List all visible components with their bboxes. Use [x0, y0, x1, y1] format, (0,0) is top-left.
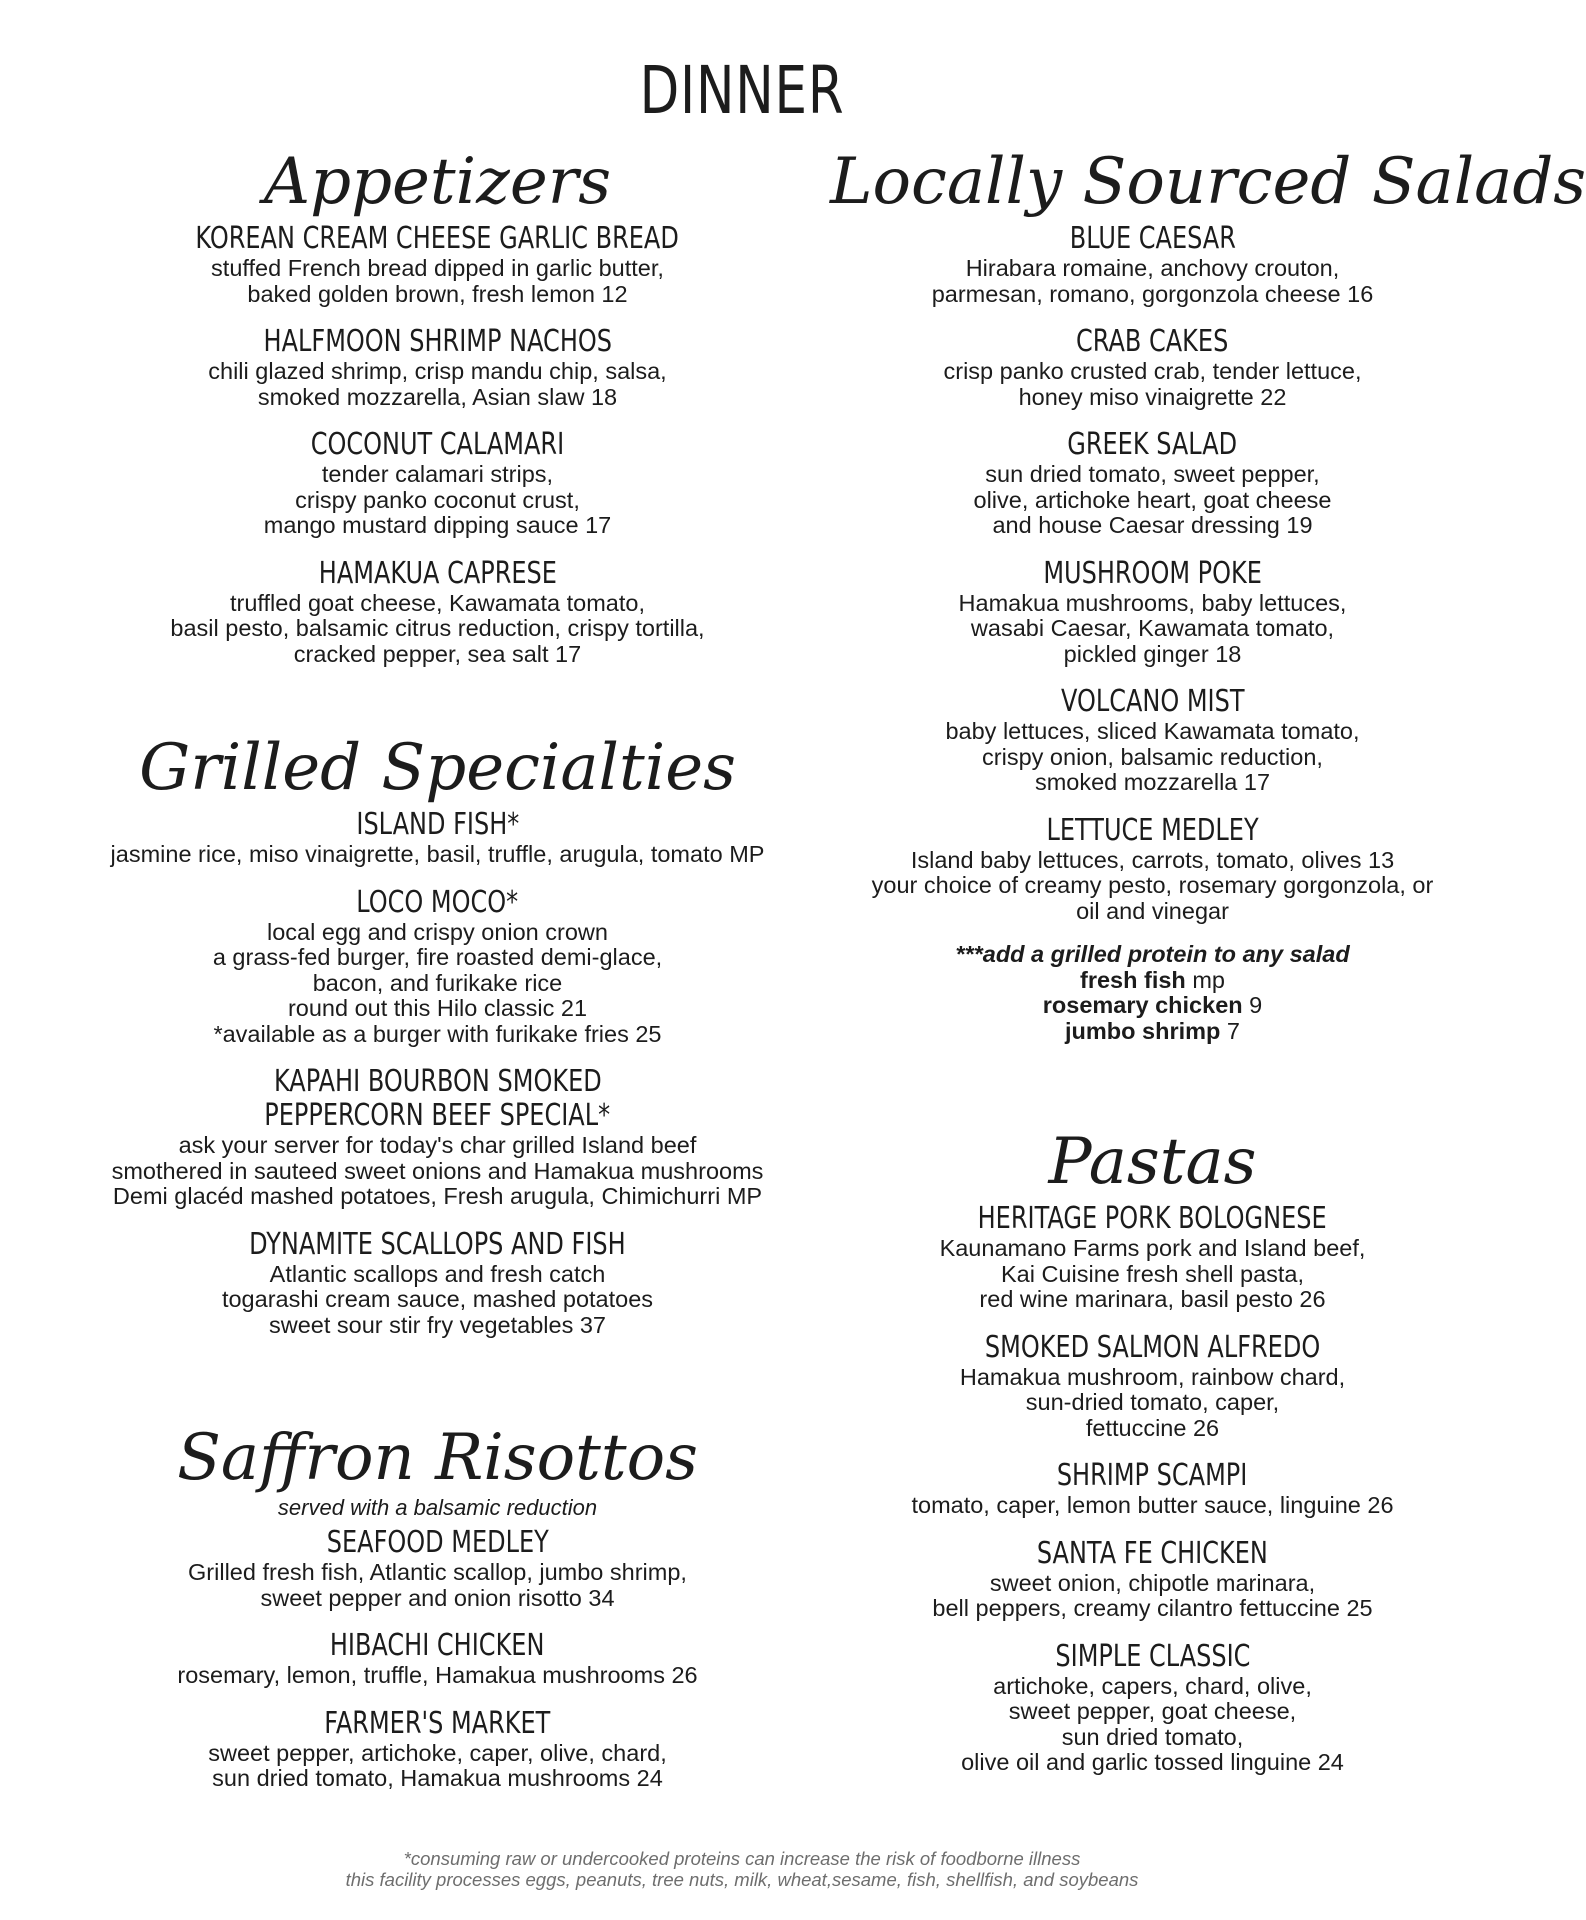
addon-name: jumbo shrimp	[1065, 1017, 1221, 1044]
grilled-specialties-section	[20, 728, 855, 1356]
addon-name: fresh fish	[1080, 966, 1186, 993]
menu-item	[830, 1202, 1475, 1313]
item-name: KAPAHI BOURBON SMOKED	[273, 1064, 602, 1099]
item-description: truffled goat cheese, Kawamata tomato, basil pesto, balsamic citrus reduction, crispy tortilla, cracked pepper, sea salt 17	[170, 589, 705, 667]
item-name: SEAFOOD MEDLEY	[326, 1525, 549, 1560]
item-name: CRAB CAKES	[1076, 324, 1229, 359]
addon-price: mp	[1185, 966, 1225, 993]
section-title-saffron-risottos: Saffron Risottos	[177, 1421, 698, 1495]
item-description: local egg and crispy onion crown a grass-fed burger, fire roasted demi-glace, bacon, and furikake rice round out this Hilo classic 21 *available as a burger with furikake fries 25	[212, 918, 663, 1047]
item-description: Hamakua mushroom, rainbow chard, sun-dried tomato, caper, fettuccine 26	[959, 1363, 1346, 1441]
item-description: Hamakua mushrooms, baby lettuces, wasabi Caesar, Kawamata tomato, pickled ginger 18	[958, 589, 1347, 667]
item-name: HIBACHI CHICKEN	[330, 1628, 545, 1663]
item-description: sweet onion, chipotle marinara, bell peppers, creamy cilantro fettuccine 25	[932, 1569, 1373, 1621]
addon-row	[830, 968, 1475, 994]
menu-item	[20, 886, 855, 1048]
item-description: sweet pepper, artichoke, caper, olive, chard, sun dried tomato, Hamakua mushrooms 24	[208, 1739, 667, 1791]
menu-item	[830, 325, 1475, 410]
allergen-footer	[0, 1848, 1484, 1890]
menu-item	[830, 1459, 1475, 1519]
item-name: ISLAND FISH*	[356, 807, 519, 842]
item-description: artichoke, capers, chard, olive, sweet pepper, goat cheese, sun dried tomato, olive oil and garlic tossed linguine 24	[961, 1672, 1344, 1775]
addon-row	[830, 993, 1475, 1019]
menu-item	[830, 1537, 1475, 1622]
item-name: HERITAGE PORK BOLOGNESE	[977, 1201, 1327, 1236]
menu-item	[20, 222, 855, 307]
item-name: DYNAMITE SCALLOPS AND FISH	[249, 1226, 626, 1262]
section-title-pastas: Pastas	[1048, 1125, 1257, 1199]
addon-row	[830, 1019, 1475, 1045]
item-name: SANTA FE CHICKEN	[1037, 1535, 1268, 1571]
addon-name: rosemary chicken	[1042, 992, 1243, 1018]
item-description: rosemary, lemon, truffle, Hamakua mushrooms 26	[177, 1662, 698, 1688]
menu-item	[830, 685, 1475, 796]
item-name: MUSHROOM POKE	[1043, 555, 1262, 591]
item-description: stuffed French bread dipped in garlic butter, baked golden brown, fresh lemon 12	[211, 255, 664, 307]
item-description: chili glazed shrimp, crisp mandu chip, salsa, smoked mozzarella, Asian slaw 18	[208, 358, 667, 410]
menu-item	[20, 1228, 855, 1339]
item-description: Kaunamano Farms pork and Island beef, Kai Cuisine fresh shell pasta, red wine marinara, basil pesto 26	[939, 1235, 1366, 1312]
menu-item	[20, 1707, 855, 1792]
item-description: tender calamari strips, crispy panko coconut crust, mango mustard dipping sauce 17	[263, 461, 612, 538]
addon-price: 9	[1242, 992, 1263, 1018]
item-description: Atlantic scallops and fresh catch togarashi cream sauce, mashed potatoes sweet sour stir fry vegetables 37	[221, 1260, 654, 1338]
section-title-salads: Locally Sourced Salads	[830, 145, 1586, 219]
item-name: SIMPLE CLASSIC	[1054, 1638, 1251, 1674]
appetizers-section	[20, 142, 855, 685]
item-name: VOLCANO MIST	[1060, 684, 1245, 719]
section-title-grilled-specialties: Grilled Specialties	[139, 731, 736, 805]
item-description: Island baby lettuces, carrots, tomato, olives 13 your choice of creamy pesto, rosemary gorgonzola, or oil and vinegar	[871, 846, 1434, 924]
item-name: LETTUCE MEDLEY	[1046, 812, 1259, 848]
menu-item	[20, 428, 855, 539]
item-description: Hirabara romaine, anchovy crouton, parmesan, romano, gorgonzola cheese 16	[931, 255, 1374, 307]
item-description: crisp panko crusted crab, tender lettuce, honey miso vinaigrette 22	[943, 358, 1362, 410]
menu-item	[20, 1629, 855, 1689]
item-name: BLUE CAESAR	[1069, 221, 1236, 256]
menu-item	[20, 1526, 855, 1611]
item-description: jasmine rice, miso vinaigrette, basil, truffle, arugula, tomato MP	[110, 841, 765, 867]
item-description: baby lettuces, sliced Kawamata tomato, crispy onion, balsamic reduction, smoked mozzarella 17	[945, 718, 1360, 795]
footer-line: *consuming raw or undercooked proteins can increase the risk of foodborne illness	[403, 1848, 1081, 1869]
item-description: sun dried tomato, sweet pepper, olive, artichoke heart, goat cheese and house Caesar dressing 19	[973, 461, 1332, 538]
item-name-line-2: PEPPERCORN BEEF SPECIAL*	[264, 1098, 611, 1133]
menu-item	[20, 808, 855, 868]
footer-line: this facility processes eggs, peanuts, tree nuts, milk, wheat,sesame, fish, shellfish, and soybeans	[345, 1869, 1139, 1890]
addon-price: 7	[1220, 1017, 1240, 1044]
protein-addon	[830, 942, 1475, 1044]
item-name: FARMER'S MARKET	[324, 1705, 551, 1741]
pastas-section	[830, 1122, 1475, 1794]
section-note: served with a balsamic reduction	[277, 1495, 598, 1520]
item-description: ask your server for today's char grilled Island beef smothered in sauteed sweet onions and Hamakua mushrooms Demi glacéd mashed potatoes, Fresh arugula, Chimichurri MP	[111, 1132, 764, 1209]
item-description: Grilled fresh fish, Atlantic scallop, jumbo shrimp, sweet pepper and onion risotto 34	[188, 1559, 687, 1611]
item-name: SHRIMP SCAMPI	[1057, 1458, 1248, 1493]
section-title-appetizers: Appetizers	[263, 145, 612, 219]
menu-item	[830, 814, 1475, 925]
saffron-risottos-section	[20, 1418, 855, 1810]
item-name: KOREAN CREAM CHEESE GARLIC BREAD	[195, 221, 680, 256]
item-description: tomato, caper, lemon butter sauce, linguine 26	[911, 1492, 1394, 1518]
item-name: GREEK SALAD	[1067, 427, 1238, 462]
item-name: SMOKED SALMON ALFREDO	[984, 1329, 1321, 1365]
page-title: DINNER	[639, 52, 845, 129]
item-name: COCONUT CALAMARI	[310, 427, 565, 462]
menu-item	[20, 557, 855, 668]
menu-item	[20, 325, 855, 410]
salads-section	[830, 142, 1586, 1044]
item-name: LOCO MOCO*	[356, 884, 519, 920]
menu-item	[830, 1331, 1475, 1442]
menu-item	[20, 1065, 855, 1210]
menu-item	[830, 222, 1475, 307]
addon-title: ***add a grilled protein to any salad	[955, 941, 1350, 967]
item-name: HAMAKUA CAPRESE	[318, 555, 557, 591]
menu-item	[830, 557, 1475, 668]
menu-item	[830, 428, 1475, 539]
menu-item	[830, 1640, 1475, 1776]
item-name: HALFMOON SHRIMP NACHOS	[263, 324, 612, 359]
